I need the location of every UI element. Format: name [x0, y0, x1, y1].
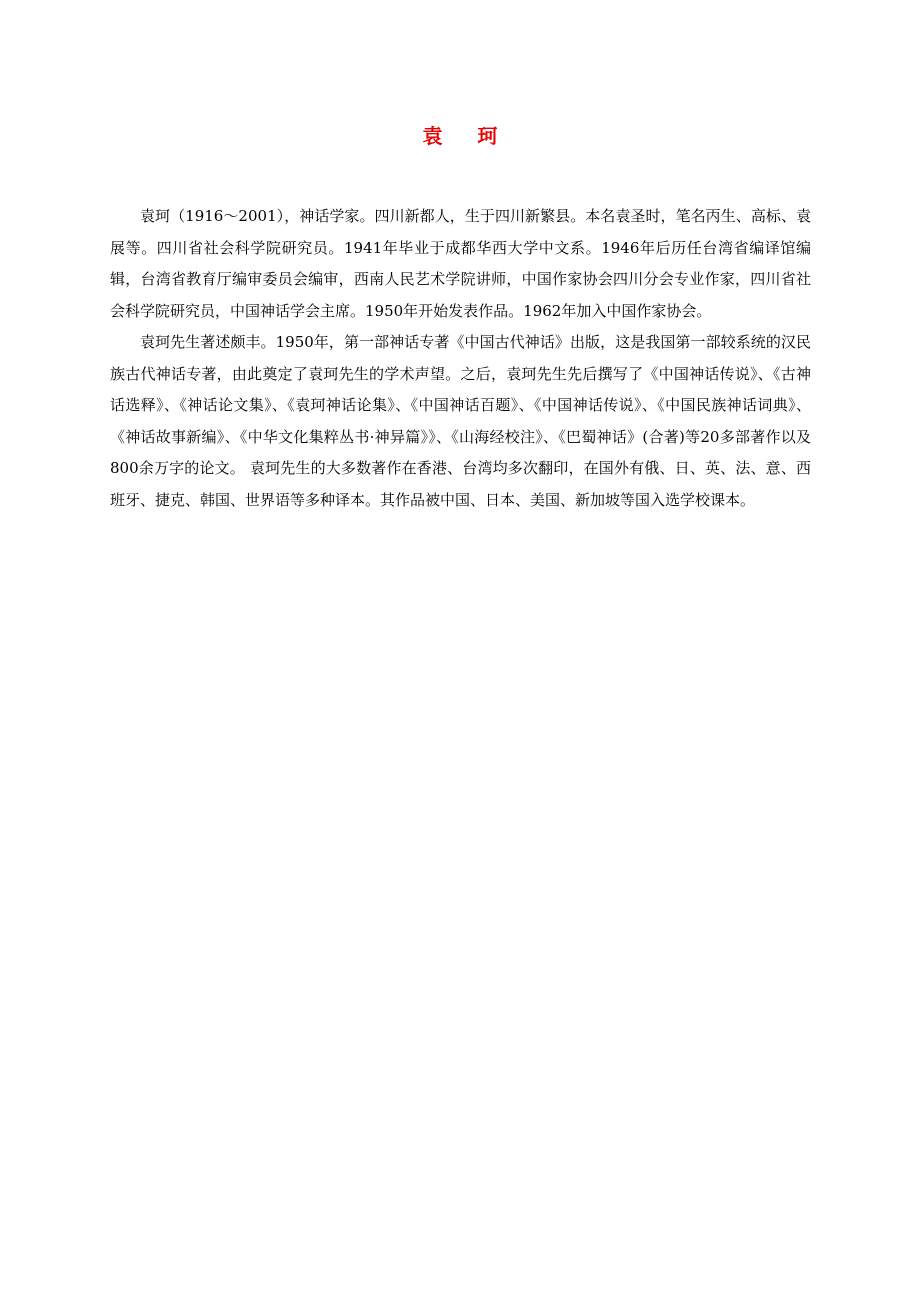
document-title: 袁 珂 [422, 124, 512, 148]
paragraph-works: 袁珂先生著述颇丰。1950年，第一部神话专著《中国古代神话》出版，这是我国第一部较系统的汉民族古代神话专著，由此奠定了袁珂先生的学术声望。之后，袁珂先生先后撰写了《中国神话传说》、《古神话选释》、《神话论文集》、《袁珂神话论集》、《中国神话百题》、《中国神话传说》、《中国民族神话词典》、《神话故事新编》、《中华文化集粹丛书·神异篇》》、《山海经校注》、《巴蜀神话》(合著)等20多部著作以及800余万字的论文。 袁珂先生的大多数著作在香港、台湾均多次翻印，在国外有俄、日、英、法、意、西班牙、捷克、韩国、世界语等多种译本。其作品被中国、日本、美国、新加坡等国入选学校课本。 [110, 333, 811, 509]
paragraph-biography: 袁珂（1916～2001），神话学家。四川新都人，生于四川新繁县。本名袁圣时，笔名丙生、高标、袁展等。四川省社会科学院研究员。1941年毕业于成都华西大学中文系。1946年后历任台湾省编译馆编辑，台湾省教育厅编审委员会编审，西南人民艺术学院讲师，中国作家协会四川分会专业作家，四川省社会科学院研究员，中国神话学会主席。1950年开始发表作品。1962年加入中国作家协会。 [110, 207, 811, 320]
document-body [110, 201, 811, 516]
